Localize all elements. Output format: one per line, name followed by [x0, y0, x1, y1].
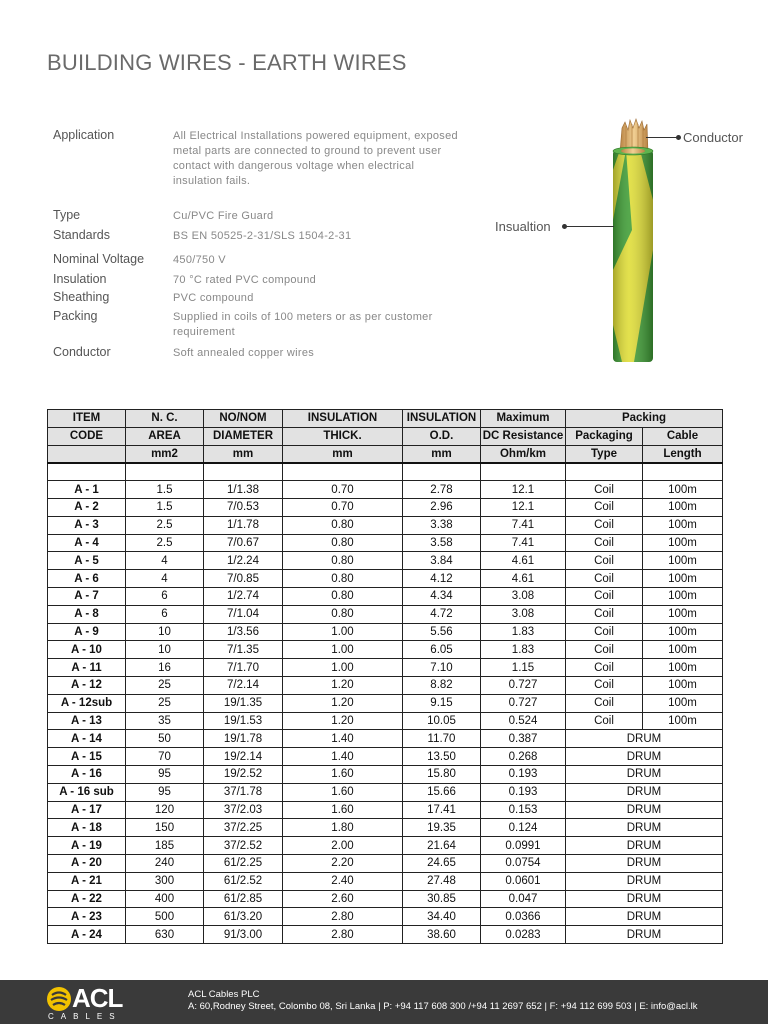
table-cell: 15.66 — [403, 783, 481, 801]
table-cell: 0.124 — [481, 819, 566, 837]
acl-logo-emblem-icon — [46, 986, 72, 1014]
header-cell: Cable — [643, 427, 723, 445]
table-cell: 3.58 — [403, 534, 481, 552]
table-cell: 9.15 — [403, 694, 481, 712]
table-cell: 61/2.25 — [204, 854, 283, 872]
packaging-drum-cell: DRUM — [566, 819, 723, 837]
table-cell: 240 — [126, 854, 204, 872]
header-cell: O.D. — [403, 427, 481, 445]
table-row — [48, 481, 723, 499]
item-code-cell: A - 21 — [48, 872, 126, 890]
table-cell: 8.82 — [403, 676, 481, 694]
table-cell: Coil — [566, 623, 643, 641]
table-cell: 0.727 — [481, 694, 566, 712]
header-cell-packing: Packing — [566, 410, 723, 428]
table-cell: 30.85 — [403, 890, 481, 908]
packaging-drum-cell: DRUM — [566, 783, 723, 801]
table-cell: 2.20 — [283, 854, 403, 872]
table-cell: 4.34 — [403, 587, 481, 605]
table-cell: 0.0366 — [481, 908, 566, 926]
header-cell: DIAMETER — [204, 427, 283, 445]
header-cell: INSULATION — [403, 410, 481, 428]
table-cell: 1.00 — [283, 659, 403, 677]
table-cell: 1/1.78 — [204, 516, 283, 534]
earth-wire-illustration — [480, 110, 768, 380]
table-cell: 1.20 — [283, 676, 403, 694]
packaging-drum-cell: DRUM — [566, 926, 723, 944]
table-cell: 1.83 — [481, 641, 566, 659]
header-cell: Type — [566, 445, 643, 463]
header-cell: N. C. — [126, 410, 204, 428]
table-cell: Coil — [566, 641, 643, 659]
table-cell: 6 — [126, 605, 204, 623]
table-row — [48, 819, 723, 837]
spec-label: Application — [53, 128, 115, 142]
table-cell: 1.40 — [283, 730, 403, 748]
table-cell: Coil — [566, 516, 643, 534]
item-code-cell: A - 15 — [48, 748, 126, 766]
table-cell: 0.80 — [283, 587, 403, 605]
table-row — [48, 872, 723, 890]
header-cell: CODE — [48, 427, 126, 445]
table-cell: 0.0754 — [481, 854, 566, 872]
item-code-cell: A - 10 — [48, 641, 126, 659]
table-units-row — [48, 445, 723, 463]
footer — [0, 980, 768, 1024]
item-code-cell: A - 11 — [48, 659, 126, 677]
item-code-cell: A - 8 — [48, 605, 126, 623]
item-code-cell: A - 22 — [48, 890, 126, 908]
table-cell: 630 — [126, 926, 204, 944]
table-cell: 1.83 — [481, 623, 566, 641]
table-cell: 1.60 — [283, 783, 403, 801]
table-cell: 95 — [126, 765, 204, 783]
table-cell: 0.80 — [283, 552, 403, 570]
earth-wire-specification-table — [47, 409, 723, 944]
logo-subtext: CABLES — [48, 1012, 122, 1021]
table-cell: 13.50 — [403, 748, 481, 766]
table-cell: 4.61 — [481, 552, 566, 570]
table-cell: Coil — [566, 498, 643, 516]
spec-label: Type — [53, 208, 81, 222]
page-title: BUILDING WIRES - EARTH WIRES — [47, 50, 407, 75]
spec-value: 450/750 V — [173, 254, 226, 266]
table-cell: 2.5 — [126, 534, 204, 552]
table-cell: Coil — [566, 659, 643, 677]
item-code-cell: A - 9 — [48, 623, 126, 641]
table-cell: 1.00 — [283, 623, 403, 641]
table-cell: 10 — [126, 641, 204, 659]
packaging-drum-cell: DRUM — [566, 837, 723, 855]
table-cell: Coil — [566, 587, 643, 605]
header-cell: Packaging — [566, 427, 643, 445]
table-row — [48, 908, 723, 926]
item-code-cell: A - 24 — [48, 926, 126, 944]
spec-label: Insulation — [53, 272, 107, 286]
table-header-row — [48, 410, 723, 428]
item-code-cell: A - 2 — [48, 498, 126, 516]
table-cell: 1.20 — [283, 694, 403, 712]
table-cell: 7/0.53 — [204, 498, 283, 516]
table-cell: Coil — [566, 712, 643, 730]
table-cell: 11.70 — [403, 730, 481, 748]
header-cell: Length — [643, 445, 723, 463]
insulation-sheath — [613, 147, 653, 362]
table-cell: 1.15 — [481, 659, 566, 677]
table-cell: 61/2.52 — [204, 872, 283, 890]
table-cell: 100m — [643, 676, 723, 694]
table-cell: 37/2.25 — [204, 819, 283, 837]
spec-value: 70 °C rated PVC compound — [173, 274, 317, 286]
table-cell: 25 — [126, 694, 204, 712]
table-cell: 0.70 — [283, 498, 403, 516]
table-cell: 10 — [126, 623, 204, 641]
table-cell: 0.524 — [481, 712, 566, 730]
packaging-drum-cell: DRUM — [566, 872, 723, 890]
table-cell: 50 — [126, 730, 204, 748]
table-cell: 7/2.14 — [204, 676, 283, 694]
table-cell: 150 — [126, 819, 204, 837]
table-row — [48, 498, 723, 516]
table-cell: 1.80 — [283, 819, 403, 837]
table-cell: 34.40 — [403, 908, 481, 926]
table-cell: 0.0991 — [481, 837, 566, 855]
table-cell: 6 — [126, 587, 204, 605]
header-cell: THICK. — [283, 427, 403, 445]
table-cell: 1.00 — [283, 641, 403, 659]
item-code-cell: A - 12sub — [48, 694, 126, 712]
table-cell: 0.80 — [283, 605, 403, 623]
table-cell: 0.80 — [283, 570, 403, 588]
conductor-label: Conductor — [683, 130, 743, 145]
item-code-cell: A - 12 — [48, 676, 126, 694]
table-cell: 1.60 — [283, 765, 403, 783]
header-cell: ITEM — [48, 410, 126, 428]
header-cell: Ohm/km — [481, 445, 566, 463]
packaging-drum-cell: DRUM — [566, 854, 723, 872]
header-cell: Maximum — [481, 410, 566, 428]
spec-value: Cu/PVC Fire Guard — [173, 210, 274, 222]
item-code-cell: A - 5 — [48, 552, 126, 570]
table-cell: 7/0.67 — [204, 534, 283, 552]
table-cell: 3.08 — [481, 605, 566, 623]
item-code-cell: A - 14 — [48, 730, 126, 748]
table-row — [48, 516, 723, 534]
item-code-cell: A - 3 — [48, 516, 126, 534]
item-code-cell: A - 7 — [48, 587, 126, 605]
table-row — [48, 801, 723, 819]
table-cell: 37/2.03 — [204, 801, 283, 819]
table-cell: 16 — [126, 659, 204, 677]
table-cell: 100m — [643, 481, 723, 499]
item-code-cell: A - 13 — [48, 712, 126, 730]
spec-value: All Electrical Installations powered equipment, exposed metal parts are connected to ground to prevent user contact with dangerous voltage when electrical insulation fails. — [173, 130, 458, 187]
header-cell: mm — [403, 445, 481, 463]
table-row — [48, 694, 723, 712]
table-cell: Coil — [566, 605, 643, 623]
table-row — [48, 587, 723, 605]
table-row — [48, 890, 723, 908]
spec-value: BS EN 50525-2-31/SLS 1504-2-31 — [173, 230, 352, 242]
table-cell: 2.00 — [283, 837, 403, 855]
cable-diagram — [480, 110, 768, 380]
spec-value: Soft annealed copper wires — [173, 347, 315, 359]
table-cell: 100m — [643, 694, 723, 712]
table-cell: 7/0.85 — [204, 570, 283, 588]
logo-text: ACL — [72, 983, 123, 1013]
table-cell: 1/3.56 — [204, 623, 283, 641]
table-cell: Coil — [566, 676, 643, 694]
table-cell: 100m — [643, 641, 723, 659]
table-cell: 17.41 — [403, 801, 481, 819]
packaging-drum-cell: DRUM — [566, 730, 723, 748]
table-cell: 100m — [643, 623, 723, 641]
table-cell: 2.80 — [283, 908, 403, 926]
footer-contact-details: A: 60,Rodney Street, Colombo 08, Sri Lanka | P: +94 117 608 300 /+94 11 2697 652 | F: +94 112 699 503 | E: info@acl.lk — [188, 1001, 698, 1012]
spec-label: Sheathing — [53, 290, 110, 304]
spec-value: PVC compound — [173, 292, 254, 304]
header-cell: DC Resistance — [481, 427, 566, 445]
table-cell: 19/1.35 — [204, 694, 283, 712]
table-cell: 27.48 — [403, 872, 481, 890]
table-cell: 24.65 — [403, 854, 481, 872]
table-cell: 0.727 — [481, 676, 566, 694]
table-cell: 100m — [643, 498, 723, 516]
table-cell: 2.5 — [126, 516, 204, 534]
table-cell: Coil — [566, 481, 643, 499]
table-cell: 100m — [643, 605, 723, 623]
table-cell: 4 — [126, 570, 204, 588]
item-code-cell: A - 18 — [48, 819, 126, 837]
table-cell: 19/1.53 — [204, 712, 283, 730]
insulation-callout-line — [564, 226, 614, 227]
table-cell: Coil — [566, 694, 643, 712]
header-cell — [48, 445, 126, 463]
table-row — [48, 552, 723, 570]
table-cell: 7.10 — [403, 659, 481, 677]
table-cell: 100m — [643, 712, 723, 730]
table-cell: 0.80 — [283, 534, 403, 552]
item-code-cell: A - 4 — [48, 534, 126, 552]
table-header-row — [48, 427, 723, 445]
packaging-drum-cell: DRUM — [566, 890, 723, 908]
table-cell: 1.60 — [283, 801, 403, 819]
table-cell: 2.78 — [403, 481, 481, 499]
table-cell: Coil — [566, 570, 643, 588]
table-cell: 1/2.24 — [204, 552, 283, 570]
table-cell: 100m — [643, 570, 723, 588]
table-cell: 10.05 — [403, 712, 481, 730]
table-cell: 3.08 — [481, 587, 566, 605]
table-cell: 19.35 — [403, 819, 481, 837]
table-cell: 5.56 — [403, 623, 481, 641]
table-row — [48, 765, 723, 783]
table-cell: 2.40 — [283, 872, 403, 890]
table-cell: 7/1.70 — [204, 659, 283, 677]
table-row — [48, 676, 723, 694]
table-cell: 4 — [126, 552, 204, 570]
table-cell: 1/1.38 — [204, 481, 283, 499]
item-code-cell: A - 17 — [48, 801, 126, 819]
table-cell: 4.12 — [403, 570, 481, 588]
table-cell: 70 — [126, 748, 204, 766]
insulation-label: Insualtion — [495, 219, 551, 234]
table-cell: 21.64 — [403, 837, 481, 855]
table-cell: 1.5 — [126, 481, 204, 499]
item-code-cell: A - 19 — [48, 837, 126, 855]
table-spacer-row — [48, 463, 723, 481]
table-cell: 61/2.85 — [204, 890, 283, 908]
table-row — [48, 854, 723, 872]
table-cell: 3.38 — [403, 516, 481, 534]
table-cell: 4.72 — [403, 605, 481, 623]
table-row — [48, 641, 723, 659]
table-row — [48, 748, 723, 766]
table-cell: 0.193 — [481, 765, 566, 783]
table-cell: 100m — [643, 552, 723, 570]
packaging-drum-cell: DRUM — [566, 801, 723, 819]
table-cell: 15.80 — [403, 765, 481, 783]
table-row — [48, 534, 723, 552]
table-cell: 100m — [643, 587, 723, 605]
table-cell: 1.40 — [283, 748, 403, 766]
table-cell: Coil — [566, 534, 643, 552]
table-row — [48, 837, 723, 855]
table-cell: 7.41 — [481, 516, 566, 534]
acl-cables-logo — [46, 983, 136, 1021]
table-cell: 37/1.78 — [204, 783, 283, 801]
table-cell: 12.1 — [481, 481, 566, 499]
table-cell: 61/3.20 — [204, 908, 283, 926]
conductor-callout-line — [646, 137, 678, 138]
table-cell: 0.0601 — [481, 872, 566, 890]
table-cell: 0.0283 — [481, 926, 566, 944]
spec-label: Conductor — [53, 345, 111, 359]
table-cell: 7/1.35 — [204, 641, 283, 659]
table-cell: 185 — [126, 837, 204, 855]
header-cell: INSULATION — [283, 410, 403, 428]
table-cell: 1.20 — [283, 712, 403, 730]
table-cell: 2.96 — [403, 498, 481, 516]
table-cell: 19/2.52 — [204, 765, 283, 783]
table-cell: 4.61 — [481, 570, 566, 588]
table-cell: 25 — [126, 676, 204, 694]
table-cell: 2.80 — [283, 926, 403, 944]
table-cell: 0.268 — [481, 748, 566, 766]
spec-label: Nominal Voltage — [53, 252, 145, 266]
item-code-cell: A - 23 — [48, 908, 126, 926]
table-cell: 12.1 — [481, 498, 566, 516]
table-cell: 0.047 — [481, 890, 566, 908]
spec-value: Supplied in coils of 100 meters or as per customer requirement — [173, 311, 433, 338]
table-cell: 95 — [126, 783, 204, 801]
header-cell: NO/NOM — [204, 410, 283, 428]
table-cell: 3.84 — [403, 552, 481, 570]
item-code-cell: A - 20 — [48, 854, 126, 872]
table-cell: 37/2.52 — [204, 837, 283, 855]
table-cell: 19/1.78 — [204, 730, 283, 748]
table-cell: 7.41 — [481, 534, 566, 552]
item-code-cell: A - 16 — [48, 765, 126, 783]
table-cell: 0.80 — [283, 516, 403, 534]
table-row — [48, 712, 723, 730]
header-cell: AREA — [126, 427, 204, 445]
table-cell: 6.05 — [403, 641, 481, 659]
conductor-callout-dot — [676, 135, 681, 140]
table-cell: Coil — [566, 552, 643, 570]
table-cell: 1/2.74 — [204, 587, 283, 605]
table-row — [48, 730, 723, 748]
table-cell: 0.153 — [481, 801, 566, 819]
table-row — [48, 659, 723, 677]
table-cell: 100m — [643, 659, 723, 677]
table-cell: 500 — [126, 908, 204, 926]
table-cell: 38.60 — [403, 926, 481, 944]
packaging-drum-cell: DRUM — [566, 765, 723, 783]
spec-label: Standards — [53, 228, 110, 242]
table-cell: 2.60 — [283, 890, 403, 908]
header-cell: mm — [204, 445, 283, 463]
table-row — [48, 605, 723, 623]
table-cell: 7/1.04 — [204, 605, 283, 623]
table-cell: 0.387 — [481, 730, 566, 748]
footer-company-name: ACL Cables PLC — [188, 989, 260, 1000]
item-code-cell: A - 6 — [48, 570, 126, 588]
table-body — [48, 481, 723, 944]
table-cell: 1.5 — [126, 498, 204, 516]
packaging-drum-cell: DRUM — [566, 908, 723, 926]
header-cell: mm — [283, 445, 403, 463]
table-row — [48, 926, 723, 944]
item-code-cell: A - 16 sub — [48, 783, 126, 801]
table-row — [48, 783, 723, 801]
item-code-cell: A - 1 — [48, 481, 126, 499]
table-cell: 100m — [643, 516, 723, 534]
table-cell: 0.70 — [283, 481, 403, 499]
table-row — [48, 570, 723, 588]
table-cell: 300 — [126, 872, 204, 890]
header-cell: mm2 — [126, 445, 204, 463]
table-cell: 35 — [126, 712, 204, 730]
table-row — [48, 623, 723, 641]
table-cell: 0.193 — [481, 783, 566, 801]
table-cell: 91/3.00 — [204, 926, 283, 944]
spec-label: Packing — [53, 309, 98, 323]
table-cell: 19/2.14 — [204, 748, 283, 766]
table-cell: 400 — [126, 890, 204, 908]
packaging-drum-cell: DRUM — [566, 748, 723, 766]
table-cell: 100m — [643, 534, 723, 552]
table-cell: 120 — [126, 801, 204, 819]
